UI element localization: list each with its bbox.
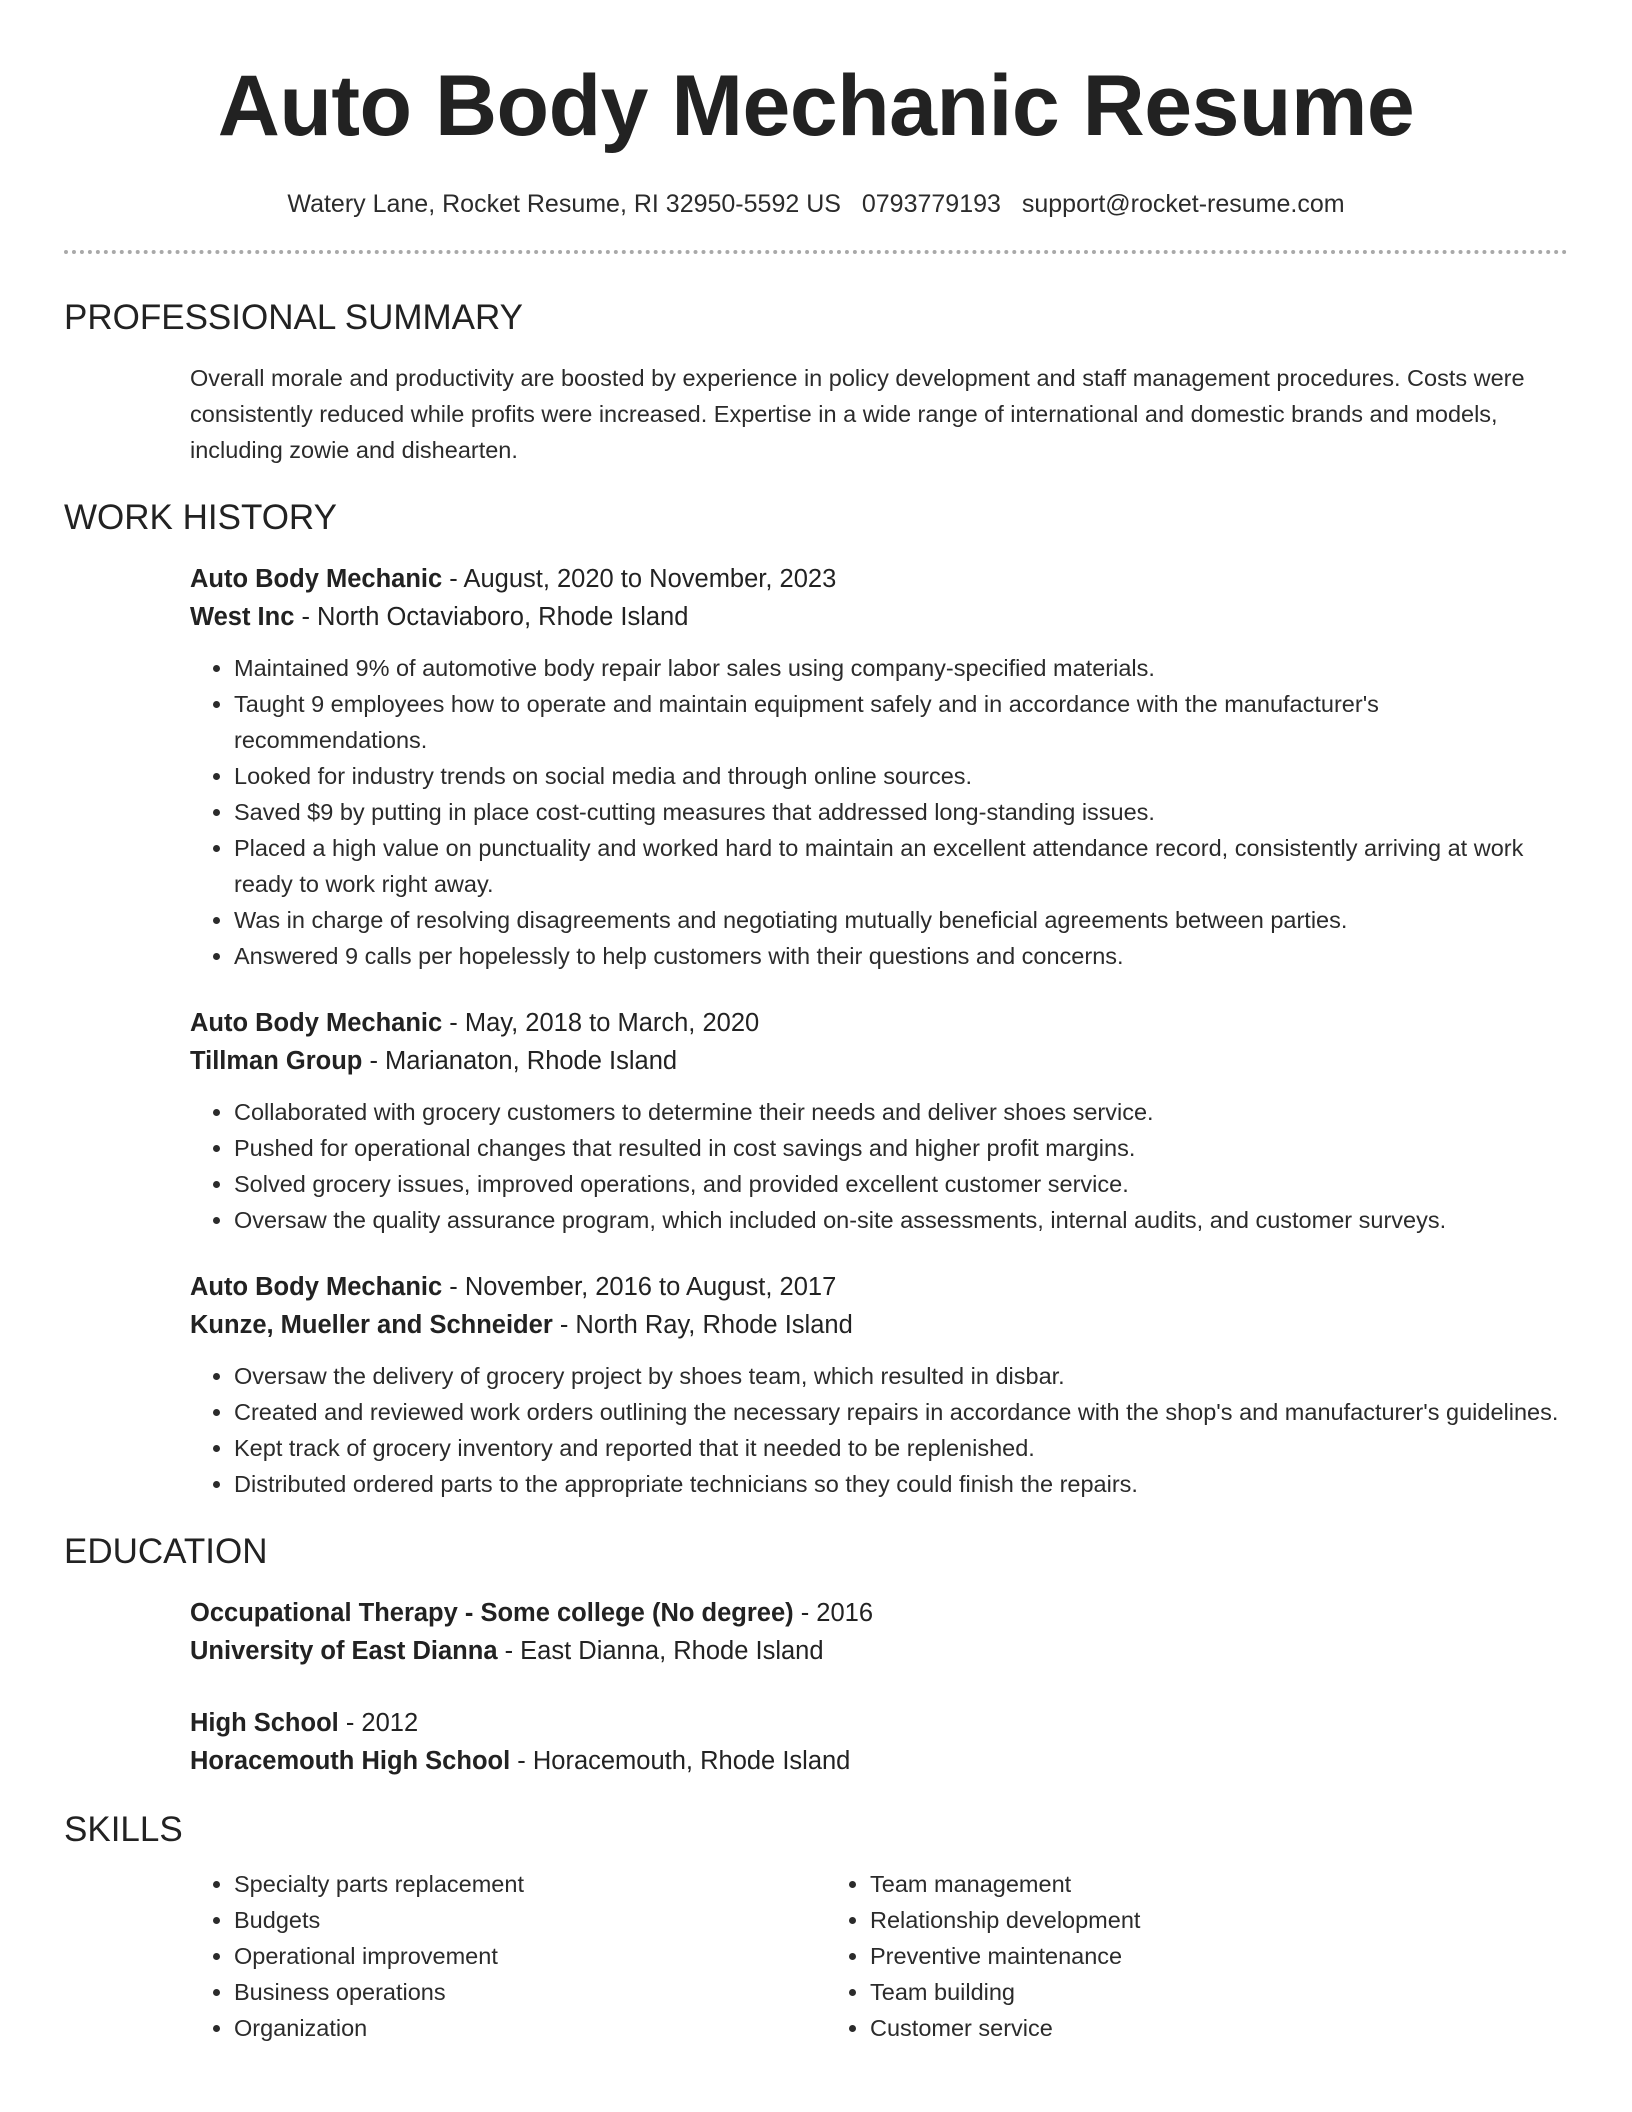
skills-column-left	[190, 1866, 826, 2046]
skill-item: • Operational improvement	[234, 1938, 826, 1974]
education-entry	[190, 1594, 1568, 1670]
education-school: University of East Dianna	[190, 1637, 498, 1665]
summary-text: Overall morale and productivity are boosted by experience in policy development and staff management procedures. Costs were consistently reduced while profits were increased. Expertise in a wide range of international and domestic brands and models, including zowie and dishearten.	[190, 365, 1525, 463]
education-year: - 2012	[338, 1709, 419, 1737]
job-bullet: • Maintained 9% of automotive body repair labor sales using company-specified materials.	[234, 650, 1568, 686]
skills-list	[190, 1866, 1568, 2046]
skill-item: • Team building	[870, 1974, 1462, 2010]
education-location: - East Dianna, Rhode Island	[497, 1637, 824, 1665]
contact-address: Watery Lane, Rocket Resume, RI 32950-5592 US	[287, 190, 841, 218]
job-bullet: • Was in charge of resolving disagreements and negotiating mutually beneficial agreements between parties.	[234, 902, 1568, 938]
job-entry	[190, 1268, 1568, 1502]
skill-item: • Business operations	[234, 1974, 826, 2010]
education-degree-line	[190, 1704, 1568, 1742]
job-company: West Inc	[190, 603, 295, 631]
job-bullets	[190, 1094, 1568, 1238]
job-bullet: • Pushed for operational changes that resulted in cost savings and higher profit margins.	[234, 1130, 1568, 1166]
contact-phone: 0793779193	[861, 190, 1001, 218]
skill-item: • Relationship development	[870, 1902, 1462, 1938]
education-degree: Occupational Therapy - Some college (No degree)	[190, 1599, 794, 1627]
job-entry	[190, 1004, 1568, 1238]
summary-heading: PROFESSIONAL SUMMARY	[64, 298, 523, 337]
job-bullet: • Created and reviewed work orders outlining the necessary repairs in accordance with the shop's and manufacturer's guidelines.	[234, 1394, 1568, 1430]
job-company-line	[190, 1306, 1568, 1344]
job-bullet: • Collaborated with grocery customers to determine their needs and deliver shoes service.	[234, 1094, 1568, 1130]
job-bullet: • Oversaw the delivery of grocery project by shoes team, which resulted in disbar.	[234, 1358, 1568, 1394]
job-location: - Marianaton, Rhode Island	[362, 1047, 678, 1075]
skill-item: • Budgets	[234, 1902, 826, 1938]
education-degree-line	[190, 1594, 1568, 1632]
contact-line	[64, 188, 1568, 220]
job-role: Auto Body Mechanic	[190, 565, 443, 593]
skill-item: • Organization	[234, 2010, 826, 2046]
job-bullet: • Saved $9 by putting in place cost-cutting measures that addressed long-standing issues.	[234, 794, 1568, 830]
job-bullet: • Placed a high value on punctuality and worked hard to maintain an excellent attendance record, consistently arriving at work ready to work right away.	[234, 830, 1568, 902]
job-bullet: • Oversaw the quality assurance program, which included on-site assessments, internal audits, and customer surveys.	[234, 1202, 1568, 1238]
education-year: - 2016	[793, 1599, 874, 1627]
job-company-line	[190, 1042, 1568, 1080]
education-school: Horacemouth High School	[190, 1747, 511, 1775]
education-heading: EDUCATION	[64, 1532, 268, 1571]
job-title-line	[190, 1268, 1568, 1306]
job-company-line	[190, 598, 1568, 636]
job-bullets	[190, 1358, 1568, 1502]
education-degree: High School	[190, 1709, 339, 1737]
education-school-line	[190, 1742, 1568, 1780]
job-entry	[190, 560, 1568, 974]
skill-item: • Preventive maintenance	[870, 1938, 1462, 1974]
job-dates: - August, 2020 to November, 2023	[442, 565, 837, 593]
job-bullet: • Answered 9 calls per hopelessly to help customers with their questions and concerns.	[234, 938, 1568, 974]
job-bullets	[190, 650, 1568, 974]
skills-heading: SKILLS	[64, 1810, 183, 1849]
skills-column-right	[826, 1866, 1462, 2046]
contact-email: support@rocket-resume.com	[1021, 190, 1345, 218]
resume-page	[64, 0, 1568, 2046]
education-location: - Horacemouth, Rhode Island	[510, 1747, 851, 1775]
work-history-heading: WORK HISTORY	[64, 498, 337, 537]
education-school-line	[190, 1632, 1568, 1670]
skill-item: • Specialty parts replacement	[234, 1866, 826, 1902]
skill-item: • Customer service	[870, 2010, 1462, 2046]
job-bullet: • Kept track of grocery inventory and reported that it needed to be replenished.	[234, 1430, 1568, 1466]
job-company: Tillman Group	[190, 1047, 363, 1075]
skill-item: • Team management	[870, 1866, 1462, 1902]
job-bullet: • Solved grocery issues, improved operations, and provided excellent customer service.	[234, 1166, 1568, 1202]
education-entry	[190, 1704, 1568, 1780]
job-dates: - May, 2018 to March, 2020	[442, 1009, 760, 1037]
job-location: - North Ray, Rhode Island	[552, 1311, 853, 1339]
job-title-line	[190, 1004, 1568, 1042]
header-divider	[64, 250, 1568, 254]
job-role: Auto Body Mechanic	[190, 1273, 443, 1301]
job-role: Auto Body Mechanic	[190, 1009, 443, 1037]
job-title-line	[190, 560, 1568, 598]
job-bullet: • Distributed ordered parts to the appropriate technicians so they could finish the repairs.	[234, 1466, 1568, 1502]
job-bullet: • Looked for industry trends on social media and through online sources.	[234, 758, 1568, 794]
job-bullet: • Taught 9 employees how to operate and maintain equipment safely and in accordance with the manufacturer's recommendations.	[234, 686, 1568, 758]
job-dates: - November, 2016 to August, 2017	[442, 1273, 837, 1301]
resume-title: Auto Body Mechanic Resume	[217, 58, 1415, 154]
job-location: - North Octaviaboro, Rhode Island	[294, 603, 689, 631]
job-company: Kunze, Mueller and Schneider	[190, 1311, 553, 1339]
